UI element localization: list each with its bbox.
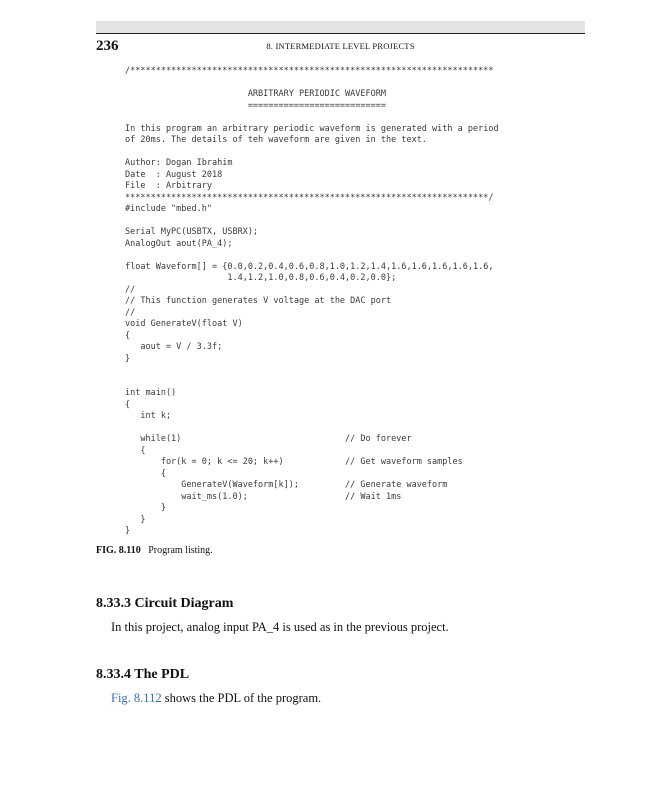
paragraph-circuit-diagram: In this project, analog input PA_4 is used as in the previous project. — [111, 620, 449, 634]
header-rule — [96, 33, 585, 34]
program-listing: /*********************************************************************** ARBITRARY PERIODIC WAVEFORM =========================== In this program an arbitrary periodic waveform is generated with a period of 20ms. The details of teh waveform are given in the text. Author: Dogan Ibrahim Date : August 2018 File : Arbitrary ***********************************************************************/ #include "mbed.h" Serial MyPC(USBTX, USBRX); AnalogOut aout(PA_4); float Waveform[] = {0.0,0.2,0.4,0.6,0.8,1.0,1.2,1.4,1.6,1.6,1.6,1.6,1.6, 1.4,1.2,1.0,0.8,0.6,0.4,0.2,0.0}; // // This function generates V voltage at the DAC port // void GenerateV(float V) { aout = V / 3.3f; } int main() { int k; while(1) // Do forever { for(k = 0; k <= 20; k++) // Get waveform samples { GenerateV(Waveform[k]); // Generate waveform wait_ms(1.0); // Wait 1ms } } } — [125, 66, 499, 536]
figure-caption-text: Program listing. — [148, 545, 213, 556]
section-heading-pdl: 8.33.4 The PDL — [96, 667, 190, 682]
paragraph-pdl-text: shows the PDL of the program. — [161, 691, 322, 705]
figure-caption — [96, 545, 213, 556]
figure-link[interactable]: Fig. 8.112 — [111, 691, 162, 705]
section-heading-circuit-diagram: 8.33.3 Circuit Diagram — [96, 596, 234, 611]
figure-label: FIG. 8.110 — [96, 545, 141, 556]
running-head: 8. INTERMEDIATE LEVEL PROJECTS — [266, 41, 415, 51]
page-number: 236 — [96, 38, 119, 54]
paragraph-pdl — [111, 691, 321, 706]
header-bar — [96, 21, 585, 33]
